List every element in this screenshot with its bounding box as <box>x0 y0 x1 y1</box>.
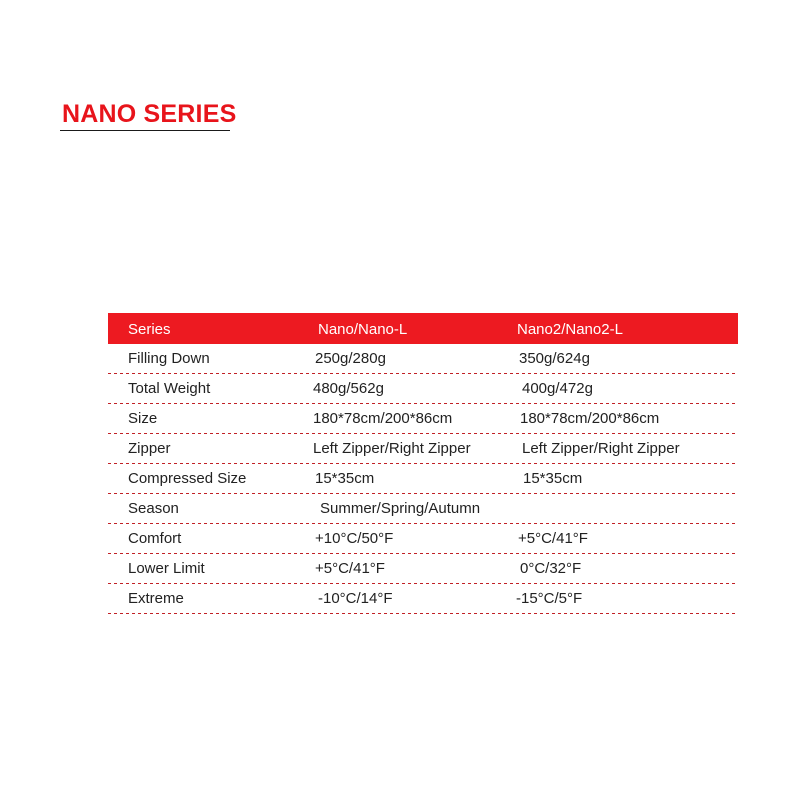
row-value-nano2: 180*78cm/200*86cm <box>520 410 660 427</box>
row-value-nano: Left Zipper/Right Zipper <box>313 440 471 457</box>
table-row <box>108 344 738 374</box>
row-value-nano: +10°C/50°F <box>315 530 394 547</box>
table-row <box>108 554 738 584</box>
row-value-nano2: 15*35cm <box>523 470 583 487</box>
row-label: Filling Down <box>128 350 210 367</box>
row-value-nano: 15*35cm <box>315 470 375 487</box>
row-label: Season <box>128 500 179 517</box>
row-value-nano2: 350g/624g <box>519 350 590 367</box>
row-label: Extreme <box>128 590 184 607</box>
table-row <box>108 524 738 554</box>
row-value-nano2: -15°C/5°F <box>516 590 583 607</box>
table-row <box>108 584 738 614</box>
header-cell-series: Series <box>128 321 171 338</box>
row-value-nano2: 400g/472g <box>522 380 593 397</box>
table-row <box>108 494 738 524</box>
row-label: Zipper <box>128 440 171 457</box>
spec-table <box>108 313 738 614</box>
row-label: Size <box>128 410 158 427</box>
title-block <box>60 96 237 131</box>
table-row <box>108 404 738 434</box>
header-cell-nano2: Nano2/Nano2-L <box>517 321 623 338</box>
header-cell-nano: Nano/Nano-L <box>318 321 408 338</box>
table-header-row <box>108 313 738 344</box>
row-value-nano: -10°C/14°F <box>318 590 393 607</box>
row-value-nano: +5°C/41°F <box>315 560 385 577</box>
row-value-nano2: Left Zipper/Right Zipper <box>522 440 680 457</box>
page-title: NANO SERIES <box>62 100 237 128</box>
row-value-nano2: 0°C/32°F <box>520 560 582 577</box>
row-value-nano: 480g/562g <box>313 380 384 397</box>
row-value-nano2: +5°C/41°F <box>518 530 588 547</box>
row-label: Lower Limit <box>128 560 205 577</box>
table-row <box>108 374 738 404</box>
row-value-nano: 250g/280g <box>315 350 386 367</box>
row-label: Comfort <box>128 530 182 547</box>
row-label: Compressed Size <box>128 470 247 487</box>
row-value-nano: 180*78cm/200*86cm <box>313 410 453 427</box>
table-row <box>108 464 738 494</box>
row-value-season: Summer/Spring/Autumn <box>320 500 481 517</box>
table-row <box>108 434 738 464</box>
row-label: Total Weight <box>128 380 211 397</box>
